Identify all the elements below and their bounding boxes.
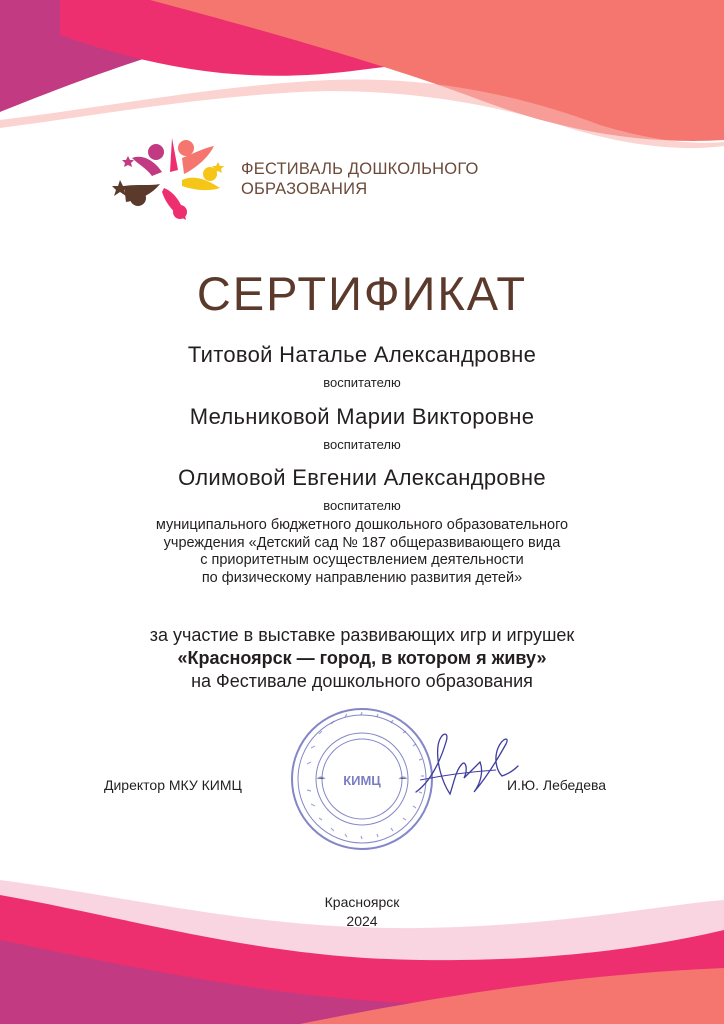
- organization-line-4: по физическому направлению развития детей»: [201, 569, 523, 586]
- recipient-name-1: Титовой Наталье Александровне: [187, 342, 537, 367]
- award-text: [0, 624, 724, 693]
- recipient-role-3: воспитателю: [323, 498, 401, 513]
- award-exhibition-title: «Красноярск — город, в котором я живу»: [177, 648, 547, 668]
- certificate-title: СЕРТИФИКАТ: [196, 267, 528, 320]
- organization-text: [0, 517, 724, 587]
- award-line-3: на Фестивале дошкольного образования: [191, 671, 533, 691]
- director-name: И.Ю. Лебедева: [507, 777, 607, 793]
- stamp-label: КИМЦ: [343, 773, 381, 788]
- handwritten-signature: [410, 722, 520, 812]
- festival-logo: [112, 128, 232, 228]
- festival-name: [241, 159, 541, 199]
- organization-line-1: муниципального бюджетного дошкольного образовательного: [155, 517, 569, 533]
- recipient-role-2: воспитателю: [323, 437, 401, 452]
- organization-line-3: с приоритетным осуществлением деятельности: [200, 552, 524, 568]
- recipient-name-3: Олимовой Евгении Александровне: [178, 465, 546, 490]
- recipient-role-1: воспитателю: [323, 375, 401, 390]
- festival-name-line1: ФЕСТИВАЛЬ ДОШКОЛЬНОГО: [241, 160, 479, 178]
- footer-year: 2024: [346, 913, 378, 929]
- festival-name-line2: ОБРАЗОВАНИЯ: [241, 180, 368, 198]
- footer-city: Красноярск: [324, 894, 400, 910]
- organization-line-2: учреждения «Детский сад № 187 общеразвивающего вида: [163, 534, 561, 551]
- recipient-name-2: Мельниковой Марии Викторовне: [189, 404, 535, 429]
- director-position: Директор МКУ КИМЦ: [104, 777, 242, 793]
- award-line-1: за участие в выставке развивающих игр и игрушек: [149, 625, 575, 645]
- footer: [0, 893, 724, 931]
